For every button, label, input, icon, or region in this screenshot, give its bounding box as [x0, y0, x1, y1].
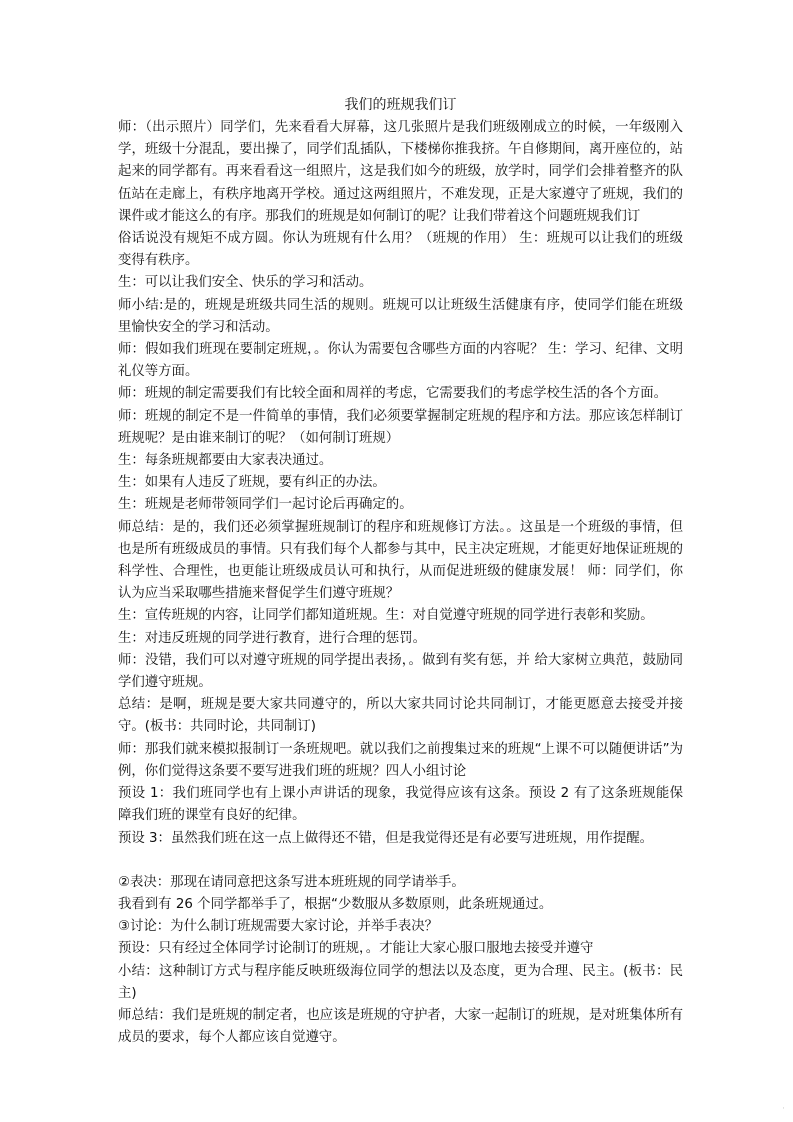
paragraph: 生：宣传班规的内容，让同学们都知道班规。生：对自觉遵守班规的同学进行表彰和奖励。 — [118, 608, 654, 624]
document-page — [118, 95, 683, 1049]
paragraph: 师总结：是的，我们还必须掌握班规制订的程序和班规修订方法。。这虽是一个班级的事情，但也是所有班级成员的事情。只有我们每个人都参与其中，民主决定班规，才能更好地保证班规的科学性、合理性，也更能让班级成员认可和执行，从而促进班级的健康发展！ 师：同学们，你认为应当采取哪些措施来督促学生们遵守班规？ — [118, 519, 683, 602]
paragraph: 师总结：我们是班规的制定者，也应该是班规的守护者，大家一起制订的班规，是对班集体所有成员的要求，每个人都应该自觉遵守。 — [118, 1007, 683, 1046]
paragraph: 生：班规是老师带领同学们一起讨论后再确定的。 — [118, 497, 413, 513]
paragraph-gap — [118, 850, 683, 872]
paragraph: 师：没错，我们可以对遵守班规的同学提出表扬，。做到有奖有惩，并 给大家树立典范，鼓励同学们遵守班规。 — [118, 652, 683, 691]
document-body-continued — [118, 872, 683, 1050]
paragraph: 预设 3：虽然我们班在这一点上做得还不错，但是我觉得还是有必要写进班规，用作提醒。 — [118, 830, 654, 846]
paragraph: 师：（出示照片）同学们，先来看看大屏幕，这几张照片是我们班级刚成立的时候，一年级刚入学，班级十分混乱，要出操了，同学们乱插队，下楼梯你推我挤。午自修期间，离开座位的，站起来的同学都有。再来看看这一组照片，这是我们如今的班级，放学时，同学们会排着整齐的队伍站在走廊上，有秩序地离开学校。通过这两组照片，不难发现，正是大家遵守了班规，我们的课件或才能这么的有序。那我们的班规是如何制订的呢？让我们带着这个问题班规我们订 — [118, 120, 683, 224]
document-title: 我们的班规我们订 — [344, 97, 457, 113]
paragraph: 我看到有 26 个同学都举手了，根据“少数服从多数原则，此条班规通过。 — [118, 896, 553, 912]
paragraph: 俗话说没有规矩不成方圆。你认为班规有什么用？（班规的作用） 生：班规可以让我们的班级变得有秩序。 — [118, 231, 683, 269]
paragraph: 生：可以让我们安全、快乐的学习和活动。 — [118, 275, 373, 291]
paragraph: 生：如果有人违反了班规，要有纠正的办法。 — [118, 475, 386, 491]
paragraph: 小结：这种制订方式与程序能反映班级海位同学的想法以及态度，更为合理、民主。(板书：民主) — [118, 963, 683, 1001]
paragraph: 总结：是啊，班规是要大家共同遵守的，所以大家共同讨论共同制订，才能更愿意去接受并接守。(板书：共同时论，共同制订) — [118, 697, 683, 735]
paragraph: 预设：只有经过全体同学讨论制订的班规，。才能让大家心服口服地去接受并遵守 — [118, 941, 594, 957]
paragraph: ②表决：那现在请同意把这条写进本班班规的同学请举手。 — [118, 874, 465, 890]
document-body — [118, 117, 683, 850]
paragraph: 师小结:是的，班规是班级共同生活的规则。班规可以让班级生活健康有序，使同学们能在班级里愉快安全的学习和活动。 — [118, 297, 683, 335]
paragraph: 师：假如我们班现在要制定班规，。你认为需要包含哪些方面的内容呢？ 生：学习、纪律、文明礼仪等方面。 — [118, 342, 683, 380]
paragraph: 师：那我们就来模拟报制订一条班规吧。就以我们之前搜集过来的班规“上课不可以随便讲话”为例，你们觉得这条要不要写进我们班的班规？四人小组讨论 — [118, 741, 683, 779]
paragraph: 师：班规的制定不是一件简单的事情，我们必须要掌握制定班规的程序和方法。那应该怎样制订班规呢？是由谁来制订的呢？（如何制订班规） — [118, 408, 683, 446]
paragraph: 生：对违反班规的同学进行教育，进行合理的惩罚。 — [118, 630, 426, 646]
paragraph: ③讨论：为什么制订班规需要大家讨论，并举手表决？ — [118, 919, 438, 935]
paragraph: 生：每条班规都要由大家表决通过。 — [118, 453, 333, 469]
paragraph: 预设 1：我们班同学也有上课小声讲话的现象，我觉得应该有这条。预设 2 有了这条班规能保障我们班的课堂有良好的纪律。 — [118, 786, 683, 824]
paragraph: 师：班规的制定需要我们有比较全面和周祥的考虑，它需要我们的考虑学校生活的各个方面。 — [118, 386, 668, 402]
corner-mark: · — [782, 1104, 785, 1114]
